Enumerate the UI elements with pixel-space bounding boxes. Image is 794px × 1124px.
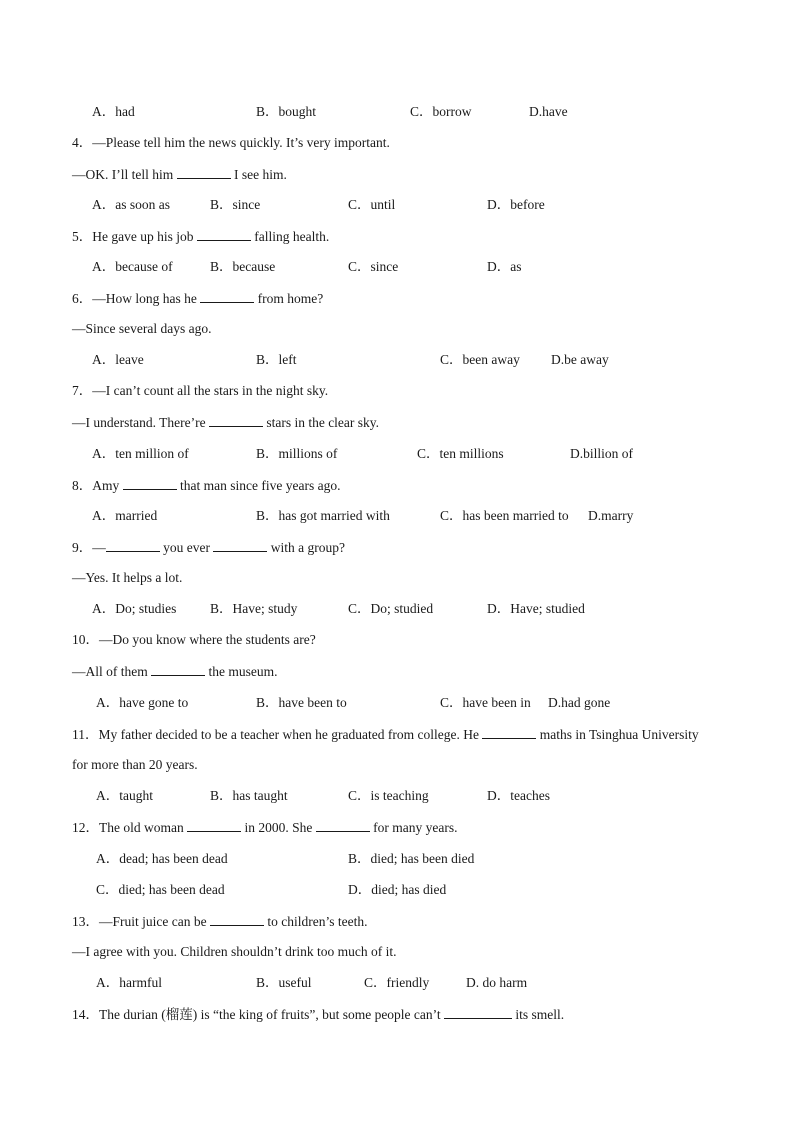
q9-blank-1 (106, 539, 160, 552)
q3-option-b: B．bought (256, 104, 317, 119)
q9-option-a: A．Do; studies (92, 601, 177, 616)
q7-option-d: D.billion of (570, 446, 633, 461)
q11-stem (72, 726, 699, 743)
q10-reply-pre: —All of them (72, 664, 148, 679)
q6-option-d: D.be away (551, 352, 609, 367)
q8-pre: 8．Amy (72, 478, 120, 493)
q9-option-c: C．Do; studied (348, 601, 434, 616)
q14-stem (72, 1006, 564, 1023)
q7-stem: 7．—I can’t count all the stars in the night sky. (72, 383, 329, 398)
q4-reply (72, 166, 287, 183)
q4-reply-pre: —OK. I’ll tell him (72, 167, 174, 182)
q8-post: that man since five years ago. (180, 478, 341, 493)
q12-post: for many years. (373, 820, 458, 835)
q10-reply-post: the museum. (208, 664, 278, 679)
q13-option-b: B．useful (256, 975, 312, 990)
q13-option-a: A．harmful (96, 975, 162, 990)
q13-stem (72, 913, 367, 930)
q7-reply (72, 414, 379, 431)
q4-reply-post: I see him. (234, 167, 287, 182)
q6-post: from home? (257, 291, 324, 306)
q4-option-b: B．since (210, 197, 261, 212)
q9-reply: —Yes. It helps a lot. (72, 570, 183, 585)
q9-pre: 9．— (72, 540, 106, 555)
q7-reply-pre: —I understand. There’re (72, 415, 206, 430)
q11-pre: 11．My father decided to be a teacher when he graduated from college. He (72, 727, 479, 742)
q10-option-d: D.had gone (548, 695, 611, 710)
q10-option-c: C．have been in (440, 695, 531, 710)
q7-option-b: B．millions of (256, 446, 338, 461)
q7-blank (209, 414, 263, 427)
q5-option-a: A．because of (92, 259, 173, 274)
q6-option-b: B．left (256, 352, 297, 367)
q4-option-a: A．as soon as (92, 197, 170, 212)
q6-reply: —Since several days ago. (72, 321, 212, 336)
q12-mid: in 2000. She (244, 820, 313, 835)
q9-option-b: B．Have; study (210, 601, 298, 616)
q9-post: with a group? (270, 540, 345, 555)
q5-stem (72, 228, 329, 245)
q8-option-a: A．married (92, 508, 158, 523)
q5-option-c: C．since (348, 259, 399, 274)
q14-post: its smell. (515, 1007, 565, 1022)
q3-option-c: C．borrow (410, 104, 472, 119)
q11-option-a: A．taught (96, 788, 153, 803)
q10-option-a: A．have gone to (96, 695, 189, 710)
q6-blank (200, 290, 254, 303)
q8-option-d: D.marry (588, 508, 634, 523)
q7-option-a: A．ten million of (92, 446, 189, 461)
q11-stem-cont: for more than 20 years. (72, 757, 198, 772)
q12-pre: 12．The old woman (72, 820, 184, 835)
q9-blank-2 (213, 539, 267, 552)
q8-stem (72, 477, 340, 494)
q11-option-b: B．has taught (210, 788, 288, 803)
q11-option-d: D．teaches (487, 788, 550, 803)
q12-stem (72, 819, 457, 836)
q12-option-a: A．dead; has been dead (96, 851, 228, 866)
q4-option-c: C．until (348, 197, 396, 212)
q5-pre: 5．He gave up his job (72, 229, 194, 244)
q12-blank-1 (187, 819, 241, 832)
q12-option-b: B．died; has been died (348, 851, 475, 866)
q7-option-c: C．ten millions (417, 446, 504, 461)
q13-reply: —I agree with you. Children shouldn’t drink too much of it. (72, 944, 397, 959)
q11-option-c: C．is teaching (348, 788, 429, 803)
q14-pre: 14．The durian (榴莲) is “the king of fruits”, but some people can’t (72, 1007, 441, 1022)
q11-post: maths in Tsinghua University (539, 727, 699, 742)
q3-option-d: D.have (529, 104, 568, 119)
q5-blank (197, 228, 251, 241)
q8-option-b: B．has got married with (256, 508, 390, 523)
q7-reply-post: stars in the clear sky. (266, 415, 380, 430)
q3-option-a: A．had (92, 104, 135, 119)
q11-blank (482, 726, 536, 739)
q13-option-c: C．friendly (364, 975, 430, 990)
q13-pre: 13．—Fruit juice can be (72, 914, 207, 929)
q10-reply (72, 663, 278, 680)
q13-option-d: D. do harm (466, 975, 528, 990)
q13-post: to children’s teeth. (267, 914, 368, 929)
q9-option-d: D．Have; studied (487, 601, 585, 616)
q13-blank (210, 913, 264, 926)
q4-blank (177, 166, 231, 179)
q10-stem: 10．—Do you know where the students are? (72, 632, 316, 647)
q4-stem: 4．—Please tell him the news quickly. It’s very important. (72, 135, 390, 150)
q6-pre: 6．—How long has he (72, 291, 197, 306)
q9-stem (72, 539, 345, 556)
q6-option-a: A．leave (92, 352, 144, 367)
q10-option-b: B．have been to (256, 695, 347, 710)
q12-option-d: D．died; has died (348, 882, 447, 897)
q5-option-d: D．as (487, 259, 522, 274)
q4-option-d: D．before (487, 197, 545, 212)
q8-blank (123, 477, 177, 490)
q6-option-c: C．been away (440, 352, 520, 367)
q8-option-c: C．has been married to (440, 508, 569, 523)
q6-stem (72, 290, 323, 307)
q12-option-c: C．died; has been dead (96, 882, 225, 897)
q10-blank (151, 663, 205, 676)
q14-blank (444, 1006, 512, 1019)
q5-post: falling health. (254, 229, 330, 244)
q12-blank-2 (316, 819, 370, 832)
q9-mid: you ever (163, 540, 210, 555)
q5-option-b: B．because (210, 259, 276, 274)
